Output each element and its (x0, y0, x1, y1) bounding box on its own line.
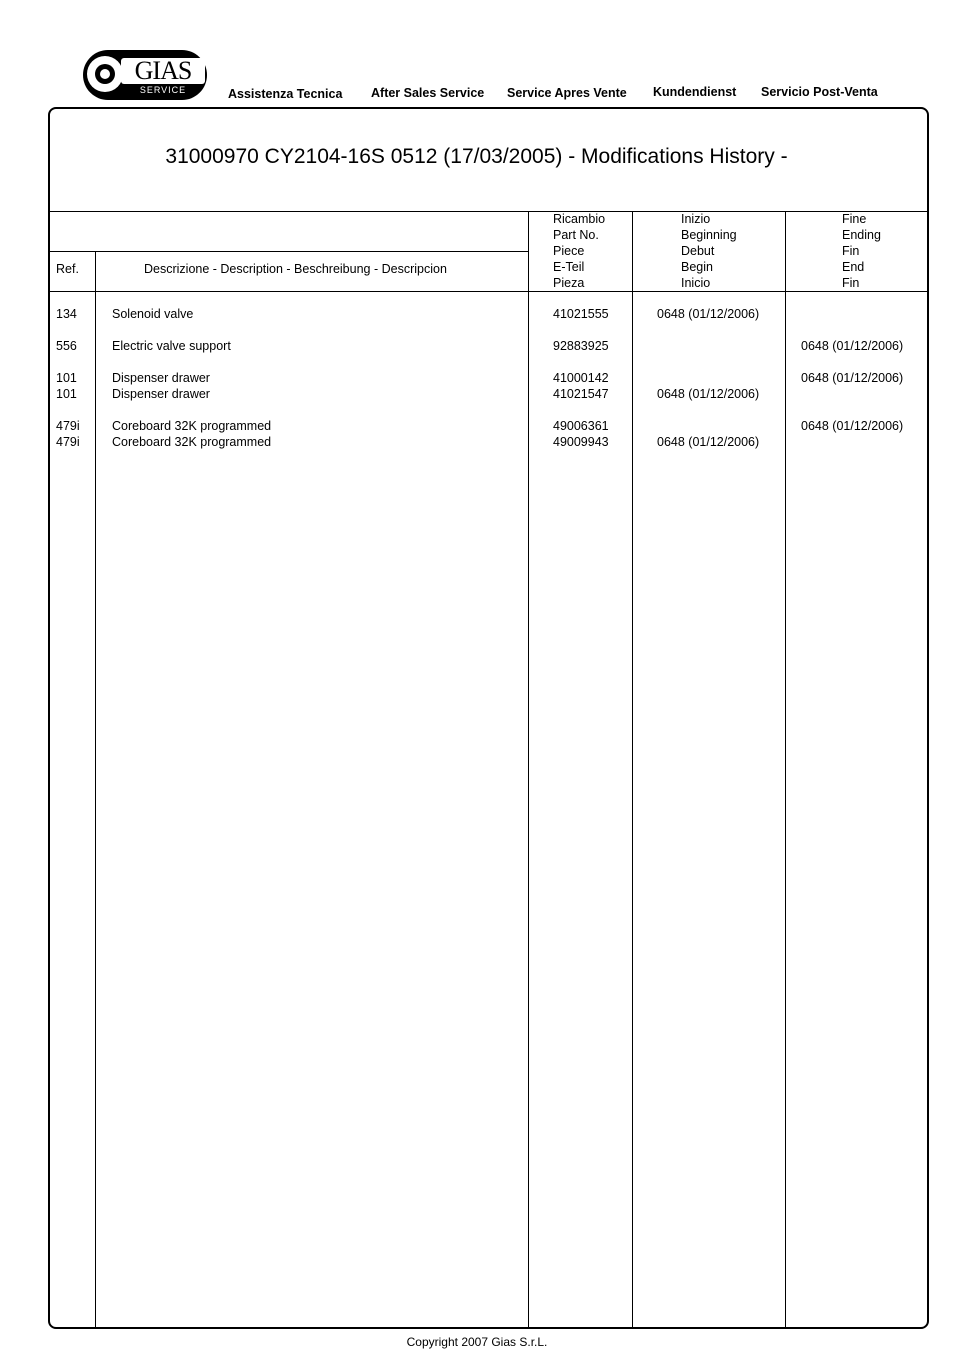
row-4-beginning: 0648 (01/12/2006) (657, 387, 760, 401)
row-1-ref: 134 (56, 307, 77, 321)
row-4-description: Dispenser drawer (112, 387, 210, 401)
row-2-part-no: 92883925 (553, 339, 609, 353)
header-part-no (553, 211, 605, 291)
row-2-ending: 0648 (01/12/2006) (801, 339, 904, 353)
service-label-it: Assistenza Tecnica (228, 87, 343, 101)
row-1-beginning: 0648 (01/12/2006) (657, 307, 760, 321)
service-label-es: Servicio Post-Venta (761, 85, 878, 99)
header-beginning-fr: Debut (681, 244, 715, 258)
header-part-de: E-Teil (553, 260, 585, 274)
row-4-ref: 101 (56, 387, 77, 401)
row-5-ref: 479i (56, 419, 80, 433)
header-part-it: Ricambio (553, 212, 606, 226)
header-beginning-de: Begin (681, 260, 713, 274)
header-beginning-en: Beginning (681, 228, 737, 242)
header-top-divider (49, 211, 929, 212)
row-1-description: Solenoid valve (112, 307, 194, 321)
header-ending-de: End (842, 260, 865, 274)
row-3-ending: 0648 (01/12/2006) (801, 371, 904, 385)
header-ending-it: Fine (842, 212, 867, 226)
column-divider-ref (95, 251, 96, 1329)
row-6-beginning: 0648 (01/12/2006) (657, 435, 760, 449)
service-label-fr: Service Apres Vente (507, 86, 627, 100)
row-5-ending: 0648 (01/12/2006) (801, 419, 904, 433)
service-label-en: After Sales Service (371, 86, 485, 100)
header-ending (842, 211, 881, 291)
row-2-ref: 556 (56, 339, 77, 353)
logo-subtitle: SERVICE (139, 85, 187, 95)
column-divider-part (632, 211, 633, 1329)
header-part-en: Part No. (553, 228, 599, 242)
column-divider-desc (528, 211, 529, 1329)
header-ending-es: Fin (842, 276, 860, 290)
column-divider-begin (785, 211, 786, 1329)
row-3-description: Dispenser drawer (112, 371, 210, 385)
header-part-es: Pieza (553, 276, 585, 290)
row-3-ref: 101 (56, 371, 77, 385)
gias-logo (83, 50, 207, 100)
row-2-description: Electric valve support (112, 339, 231, 353)
service-label-de: Kundendienst (653, 85, 737, 99)
header-ending-fr: Fin (842, 244, 860, 258)
header-beginning-it: Inizio (681, 212, 711, 226)
header-part-fr: Piece (553, 244, 585, 258)
row-6-part-no: 49009943 (553, 435, 609, 449)
row-6-description: Coreboard 32K programmed (112, 435, 272, 449)
row-5-description: Coreboard 32K programmed (112, 419, 272, 433)
row-3-part-no: 41000142 (553, 371, 609, 385)
row-6-ref: 479i (56, 435, 80, 449)
row-5-part-no: 49006361 (553, 419, 609, 433)
logo-ring-icon (87, 56, 123, 92)
row-4-part-no: 41021547 (553, 387, 609, 401)
header-bottom-divider (49, 291, 929, 292)
header-beginning-es: Inicio (681, 276, 711, 290)
header-beginning (681, 211, 737, 291)
header-ref: Ref. (56, 262, 79, 276)
header-ending-en: Ending (842, 228, 881, 242)
copyright-footer: Copyright 2007 Gias S.r.L. (406, 1335, 548, 1349)
row-1-part-no: 41021555 (553, 307, 609, 321)
page-title: 31000970 CY2104-16S 0512 (17/03/2005) - Modifications History - (165, 145, 788, 168)
header-description: Descrizione - Description - Beschreibung - Descripcion (144, 262, 447, 276)
logo-name: GIAS (121, 58, 205, 84)
header-mid-divider (49, 251, 529, 252)
